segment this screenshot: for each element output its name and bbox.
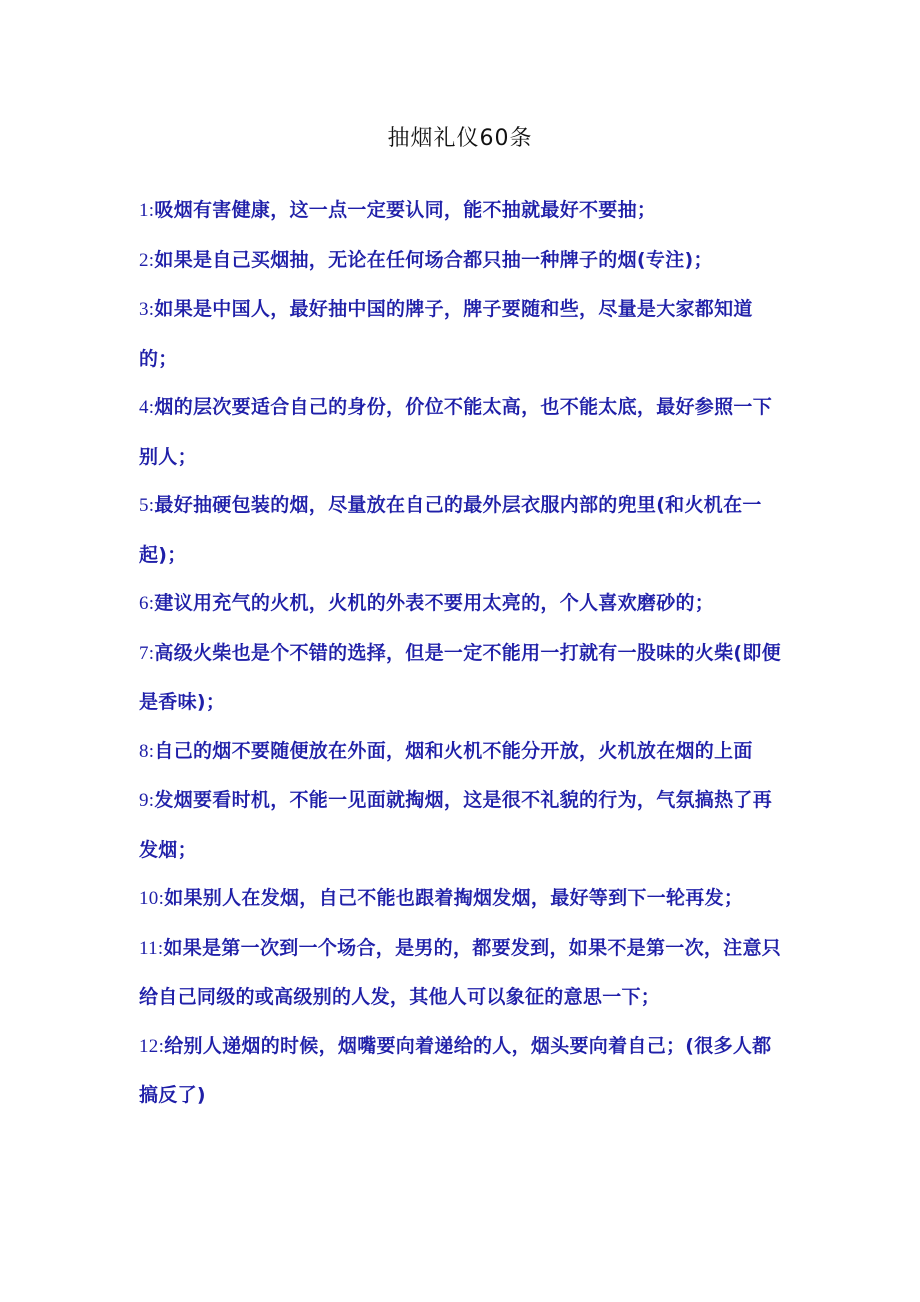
- list-item: [139, 285, 789, 383]
- item-number: 10:: [139, 888, 165, 909]
- item-number: 11:: [139, 937, 164, 959]
- item-text: 如果是第一次到一个场合，是男的，都要发到，如果不是第一次，注意只给自己同级的或高级别的人发，其他人可以象征的意思一下；: [139, 936, 782, 1008]
- item-number: 8:: [139, 740, 155, 762]
- item-number: 3:: [139, 299, 155, 320]
- item-number: 1:: [139, 200, 155, 221]
- list-item: [139, 236, 789, 286]
- item-number: 4:: [139, 397, 155, 418]
- item-number: 6:: [139, 593, 155, 614]
- list-item: [139, 629, 789, 727]
- list-item: [139, 186, 789, 236]
- document-body: [139, 186, 789, 1120]
- item-text: 自己的烟不要随便放在外面，烟和火机不能分开放，火机放在烟的上面: [154, 739, 753, 762]
- item-number: 5:: [139, 495, 155, 516]
- item-number: 2:: [139, 249, 155, 271]
- list-item: [139, 579, 789, 629]
- item-text: 给别人递烟的时候，烟嘴要向着递给的人，烟头要向着自己；(很多人都搞反了): [139, 1034, 772, 1106]
- item-number: 7:: [139, 642, 155, 664]
- list-item: [139, 481, 789, 579]
- list-item: [139, 776, 789, 874]
- item-text: 如果是中国人，最好抽中国的牌子，牌子要随和些，尽量是大家都知道的；: [139, 298, 753, 370]
- item-number: 12:: [139, 1035, 165, 1057]
- item-text: 高级火柴也是个不错的选择，但是一定不能用一打就有一股味的火柴(即便是香味)；: [139, 641, 781, 713]
- item-number: 9:: [139, 790, 155, 811]
- item-text: 发烟要看时机，不能一见面就掏烟，这是很不礼貌的行为，气氛搞热了再发烟；: [139, 789, 772, 861]
- document-title: 抽烟礼仪60条: [387, 126, 533, 151]
- item-text: 吸烟有害健康，这一点一定要认同，能不抽就最好不要抽；: [154, 199, 657, 221]
- list-item: [139, 1022, 789, 1120]
- item-text: 最好抽硬包装的烟，尽量放在自己的最外层衣服内部的兜里(和火机在一起)；: [139, 494, 762, 566]
- item-text: 烟的层次要适合自己的身份，价位不能太高，也不能太底，最好参照一下别人；: [139, 396, 772, 468]
- list-item: [139, 727, 789, 777]
- item-text: 建议用充气的火机，火机的外表不要用太亮的，个人喜欢磨砂的；: [154, 592, 715, 614]
- item-text: 如果是自己买烟抽，无论在任何场合都只抽一种牌子的烟(专注)；: [154, 248, 713, 271]
- list-item: [139, 383, 789, 481]
- list-item: [139, 874, 789, 924]
- list-item: [139, 924, 789, 1022]
- item-text: 如果别人在发烟，自己不能也跟着掏烟发烟，最好等到下一轮再发；: [164, 887, 744, 909]
